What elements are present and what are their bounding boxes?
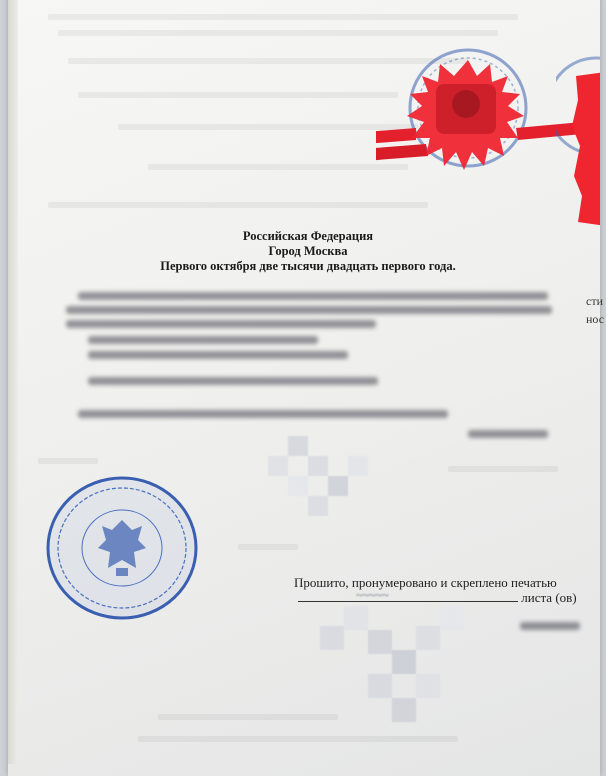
footer-binding-note: Прошито, пронумеровано и скреплено печатью — [294, 575, 557, 590]
redacted-text-line — [88, 377, 378, 385]
ghost-text-line — [78, 92, 398, 98]
redacted-text-line — [66, 320, 376, 328]
ghost-text-line — [118, 124, 418, 130]
official-seal-icon — [42, 472, 202, 624]
redacted-text-line — [66, 306, 552, 314]
ghost-text-line — [148, 164, 408, 170]
document-header — [118, 229, 498, 274]
ghost-text-line — [238, 544, 298, 550]
redacted-text-line — [88, 336, 318, 344]
redacted-text-line — [468, 430, 548, 438]
pixelated-signature — [258, 436, 388, 526]
ghost-text-line — [158, 714, 338, 720]
pixelated-signature — [320, 606, 520, 746]
handwritten-count: ~~~~~ — [356, 588, 389, 602]
ghost-text-line — [48, 202, 428, 208]
ghost-text-line — [48, 14, 518, 20]
next-page-fragment: сти — [586, 294, 603, 308]
redacted-text-line — [78, 292, 548, 300]
redacted-text-line — [78, 410, 448, 418]
ghost-text-line — [448, 466, 558, 472]
document-page — [8, 0, 600, 776]
next-page-fragment: нос — [586, 312, 605, 326]
footer-sheet-count — [298, 590, 577, 606]
header-city: Город Москва — [268, 244, 348, 258]
sheet-count-suffix: листа (ов) — [521, 590, 577, 605]
sheet-count-blank — [298, 590, 518, 602]
redacted-text-line — [520, 622, 580, 630]
ghost-text-line — [138, 736, 458, 742]
header-date: Первого октября две тысячи двадцать первого года. — [160, 259, 456, 273]
ghost-text-line — [38, 458, 98, 464]
wax-seal-icon — [556, 36, 600, 236]
header-country: Российская Федерация — [242, 229, 374, 243]
redacted-text-line — [88, 351, 348, 359]
paper-edge — [8, 0, 18, 764]
